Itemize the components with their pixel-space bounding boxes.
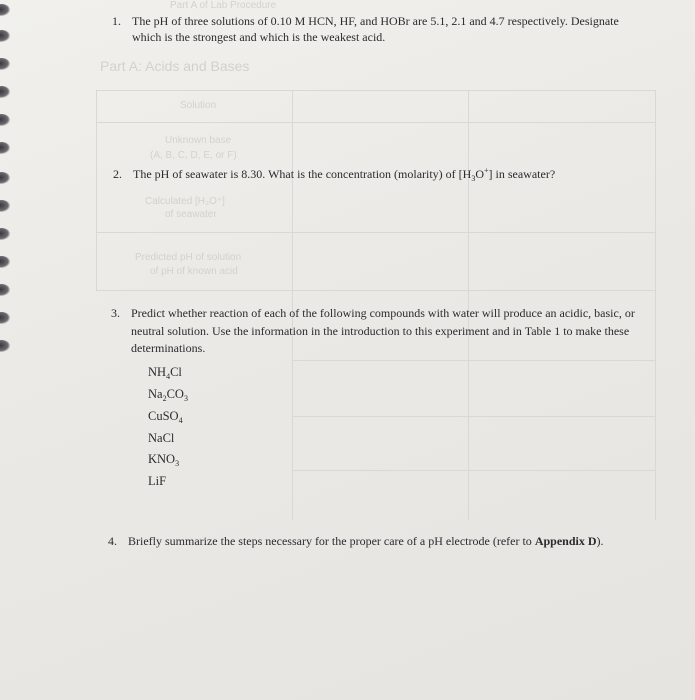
binding-hole — [0, 228, 10, 240]
question-3 — [111, 305, 681, 358]
compound-lif: LiF — [148, 474, 167, 488]
ghost-table-line — [292, 360, 655, 361]
binding-hole — [0, 114, 10, 126]
ghost-table-line — [96, 122, 656, 123]
binding-hole — [0, 4, 10, 16]
ghost-table-line — [292, 470, 655, 471]
binding-hole — [0, 142, 10, 154]
ghost-table-line — [292, 416, 655, 417]
ghost-row-label: of pH of known acid — [150, 266, 238, 277]
ghost-table-line — [96, 90, 97, 290]
ghost-table-line — [96, 290, 656, 291]
ghost-table-line — [96, 90, 656, 91]
binding-hole — [0, 312, 10, 324]
appendix-reference: Appendix D — [534, 534, 597, 548]
binding-hole — [0, 284, 10, 296]
binding-hole — [0, 30, 10, 42]
question-3-line-3: determinations. — [131, 341, 206, 355]
spiral-binding — [0, 0, 22, 700]
compound-na2co3: $Na_2CO_3$ — [148, 387, 188, 403]
ghost-table-line — [96, 232, 656, 233]
question-3-line-2: neutral solution. Use the information in the introduction to this experiment and in Table 1 to make these — [131, 323, 630, 338]
binding-hole — [0, 86, 10, 98]
ghost-row-label: (A, B, C, D, E, or F) — [150, 150, 237, 161]
binding-hole — [0, 58, 10, 70]
compound-cuso4: CuSO$_4$ — [148, 409, 183, 425]
ghost-row-label: Calculated [H₃O⁺] — [145, 196, 225, 207]
binding-hole — [0, 200, 10, 212]
question-2 — [113, 166, 673, 182]
binding-hole — [0, 172, 10, 184]
question-3-line-1: Predict whether reaction of each of the following compounds with water will produce an acidic, basic, or — [131, 306, 635, 320]
question-1 — [112, 13, 682, 45]
binding-hole — [0, 256, 10, 268]
question-number: 4. — [108, 534, 117, 548]
question-4 — [108, 533, 688, 549]
compound-nh4cl: $NH_4Cl$ — [148, 365, 182, 381]
question-1-line-2: which is the strongest and which is the weakest acid. — [132, 30, 386, 44]
question-number: 3. — [111, 306, 120, 320]
ghost-row-label: Predicted pH of solution — [135, 252, 242, 263]
question-number: 2. — [113, 167, 122, 181]
question-1-line-1: The pH of three solutions of 0.10 M HCN, HF, and HOBr are 5.1, 2.1 and 4.7 respectively. Designate — [132, 14, 619, 28]
binding-hole — [0, 340, 10, 352]
question-4-text: Briefly summarize the steps necessary for the proper care of a pH electrode (refer to Appendix D). — [128, 534, 604, 548]
ghost-title: Part A of Lab Procedure — [170, 0, 277, 11]
question-number: 1. — [112, 14, 121, 28]
question-2-text: The pH of seawater is 8.30. What is the concentration (molarity) of $[H_3O^+]$ in seawater? — [133, 166, 556, 183]
compound-nacl: NaCl — [148, 431, 175, 445]
compound-kno3: $KNO_3$ — [148, 452, 180, 468]
ghost-row-label: Unknown base — [165, 135, 232, 146]
ghost-row-label: of seawater — [165, 209, 217, 220]
ghost-part-heading: Part A: Acids and Bases — [100, 58, 250, 74]
ghost-col-header: Solution — [180, 100, 217, 111]
